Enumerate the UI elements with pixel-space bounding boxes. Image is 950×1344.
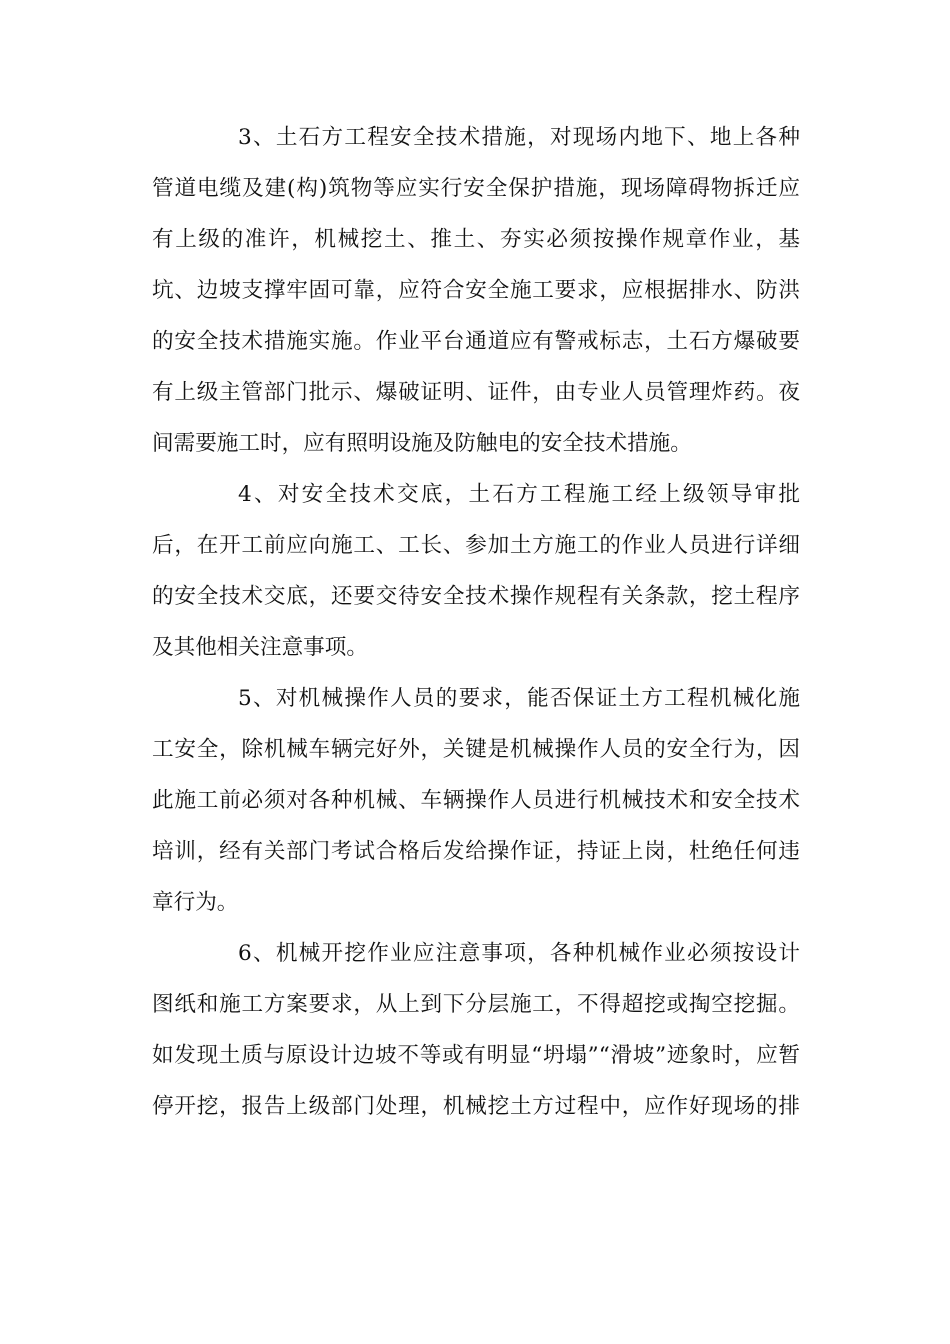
paragraph-line: 4、对安全技术交底，土石方工程施工经上级领导审批 [238, 482, 800, 507]
paragraph-5 [152, 673, 800, 928]
paragraph-line: 此施工前必须对各种机械、车辆操作人员进行机械技术和安全技术 [152, 788, 800, 813]
paragraph-line: 培训，经有关部门考试合格后发给操作证，持证上岗，杜绝任何违 [152, 839, 800, 864]
paragraph-line: 工安全，除机械车辆完好外，关键是机械操作人员的安全行为，因 [152, 737, 800, 762]
paragraph-6 [152, 928, 800, 1132]
paragraph-line: 章行为。 [152, 890, 239, 915]
paragraph-line: 5、对机械操作人员的要求，能否保证土方工程机械化施 [238, 686, 800, 711]
paragraph-4 [152, 469, 800, 673]
paragraph-line: 坑、边坡支撑牢固可靠，应符合安全施工要求，应根据排水、防洪 [152, 278, 800, 303]
paragraph-line: 及其他相关注意事项。 [152, 635, 368, 660]
paragraph-line: 的安全技术措施实施。作业平台通道应有警戒标志，土石方爆破要 [152, 329, 800, 354]
paragraph-line: 图纸和施工方案要求，从上到下分层施工，不得超挖或掏空挖掘。 [152, 992, 800, 1017]
paragraph-line: 停开挖，报告上级部门处理，机械挖土方过程中，应作好现场的排 [152, 1094, 800, 1119]
paragraph-line: 6、机械开挖作业应注意事项，各种机械作业必须按设计 [238, 941, 800, 966]
paragraph-line: 管道电缆及建(构)筑物等应实行安全保护措施，现场障碍物拆迁应 [152, 176, 800, 201]
document-body [152, 112, 800, 1132]
paragraph-line: 间需要施工时，应有照明设施及防触电的安全技术措施。 [152, 431, 692, 456]
paragraph-line: 3、土石方工程安全技术措施，对现场内地下、地上各种 [238, 125, 800, 150]
paragraph-line: 如发现土质与原设计边坡不等或有明显“坍塌”“滑坡”迹象时，应暂 [152, 1043, 800, 1068]
paragraph-line: 后，在开工前应向施工、工长、参加土方施工的作业人员进行详细 [152, 533, 800, 558]
paragraph-line: 的安全技术交底，还要交待安全技术操作规程有关条款，挖土程序 [152, 584, 800, 609]
paragraph-line: 有上级的准许，机械挖土、推土、夯实必须按操作规章作业，基 [152, 227, 800, 252]
paragraph-3 [152, 112, 800, 469]
paragraph-line: 有上级主管部门批示、爆破证明、证件，由专业人员管理炸药。夜 [152, 380, 800, 405]
